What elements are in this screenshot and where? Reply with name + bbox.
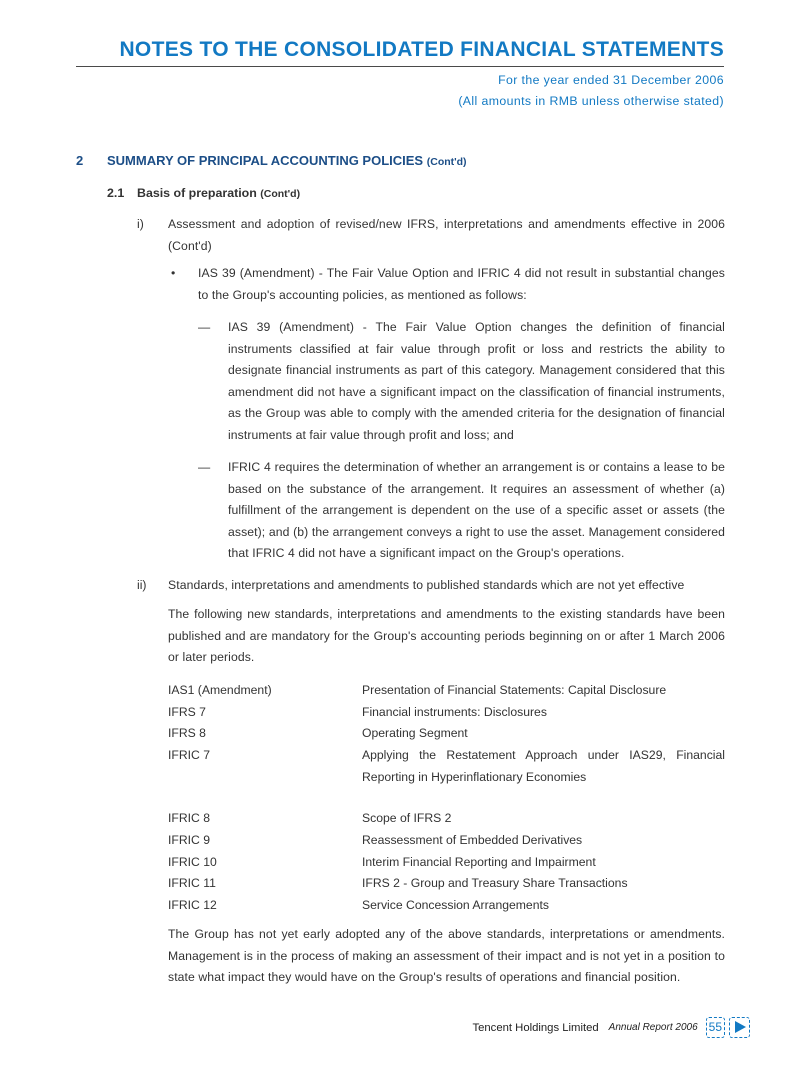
- page-header-title: NOTES TO THE CONSOLIDATED FINANCIAL STATEMENTS: [119, 38, 724, 61]
- standard-code: IFRIC 7: [168, 748, 210, 762]
- item-i-marker: i): [137, 217, 144, 231]
- bullet-paragraph: IAS 39 (Amendment) - The Fair Value Option and IFRIC 4 did not result in substantial changes to the Group's accounting policies, as mentioned as follows:: [198, 266, 725, 302]
- section-heading: [76, 153, 467, 168]
- bullet-marker: •: [171, 266, 176, 280]
- section-title: SUMMARY OF PRINCIPAL ACCOUNTING POLICIES: [107, 153, 424, 168]
- footer-report-name: Annual Report 2006: [608, 1022, 698, 1033]
- standard-code: IFRS 7: [168, 705, 206, 719]
- standard-code: IAS1 (Amendment): [168, 683, 272, 697]
- standard-description: Financial instruments: Disclosures: [362, 705, 547, 719]
- standard-description: Reassessment of Embedded Derivatives: [362, 833, 583, 847]
- page-number: 55: [706, 1017, 725, 1038]
- standard-code: IFRIC 12: [168, 898, 217, 912]
- item-i-heading: Assessment and adoption of revised/new IFRS, interpretations and amendments effective in 2006 (Cont'd): [168, 217, 725, 253]
- header-period: For the year ended 31 December 2006: [498, 73, 724, 87]
- standard-code: IFRIC 10: [168, 855, 217, 869]
- subsection-number: 2.1: [107, 186, 125, 200]
- item-ii-closing-paragraph: The Group has not yet early adopted any of the above standards, interpretations or amendments. Management is in the process of making an assessment of their impact and is not yet in a position to state what impact they would have on the Group's results of operations and financial position.: [168, 927, 725, 985]
- standard-code: IFRIC 8: [168, 811, 210, 825]
- subsection-cont-label: (Cont'd): [260, 188, 301, 200]
- item-ii-intro-paragraph: The following new standards, interpretations and amendments to the existing standards have been published and are mandatory for the Group's accounting periods beginning on or after 1 March 2006 or later periods.: [168, 607, 725, 665]
- standard-description: Scope of IFRS 2: [362, 811, 452, 825]
- page-footer: [472, 1017, 750, 1038]
- item-ii-heading: Standards, interpretations and amendments to published standards which are not yet effective: [168, 578, 685, 592]
- footer-company: Tencent Holdings Limited: [472, 1021, 599, 1034]
- dash-paragraph-1: IAS 39 (Amendment) - The Fair Value Option changes the definition of financial instruments classified at fair value through profit or loss and restricts the ability to designate financial instruments as part of this category. Management considered that this amendment did not have a significant impact on the classification of financial instruments, as the Group was able to comply with the amended criteria for the designation of financial instruments at fair value through profit and loss; and: [228, 320, 725, 442]
- standard-description: IFRS 2 - Group and Treasury Share Transactions: [362, 876, 628, 890]
- standard-description: Applying the Restatement Approach under IAS29, Financial Reporting in Hyperinflationary Economies: [362, 748, 725, 784]
- standard-description: Presentation of Financial Statements: Capital Disclosure: [362, 683, 667, 697]
- subsection-title: Basis of preparation: [137, 186, 257, 200]
- standard-code: IFRIC 11: [168, 876, 216, 890]
- play-arrow-icon: [733, 1020, 747, 1034]
- standard-description: Interim Financial Reporting and Impairment: [362, 855, 596, 869]
- standard-description: Operating Segment: [362, 726, 468, 740]
- section-number: 2: [76, 153, 84, 168]
- standard-code: IFRIC 9: [168, 833, 210, 847]
- dash-marker-1: —: [198, 320, 211, 334]
- header-divider: [76, 66, 724, 67]
- subsection-heading: [107, 186, 300, 200]
- dash-paragraph-2: IFRIC 4 requires the determination of whether an arrangement is or contains a lease to be based on the substance of the arrangement. It requires an assessment of whether (a) fulfillment of the arrangement is dependent on the use of a specific asset or assets (the asset); and (b) the arrangement conveys a right to use the asset. Management considered that IFRIC 4 did not have a significant impact on the Group's operations.: [228, 460, 725, 561]
- header-currency-note: (All amounts in RMB unless otherwise stated): [458, 94, 724, 108]
- standard-code: IFRS 8: [168, 726, 206, 740]
- section-cont-label: (Cont'd): [426, 156, 467, 168]
- standard-description: Service Concession Arrangements: [362, 898, 549, 912]
- dash-marker-2: —: [198, 460, 211, 474]
- item-ii-marker: ii): [137, 578, 147, 592]
- next-page-button[interactable]: [729, 1017, 750, 1038]
